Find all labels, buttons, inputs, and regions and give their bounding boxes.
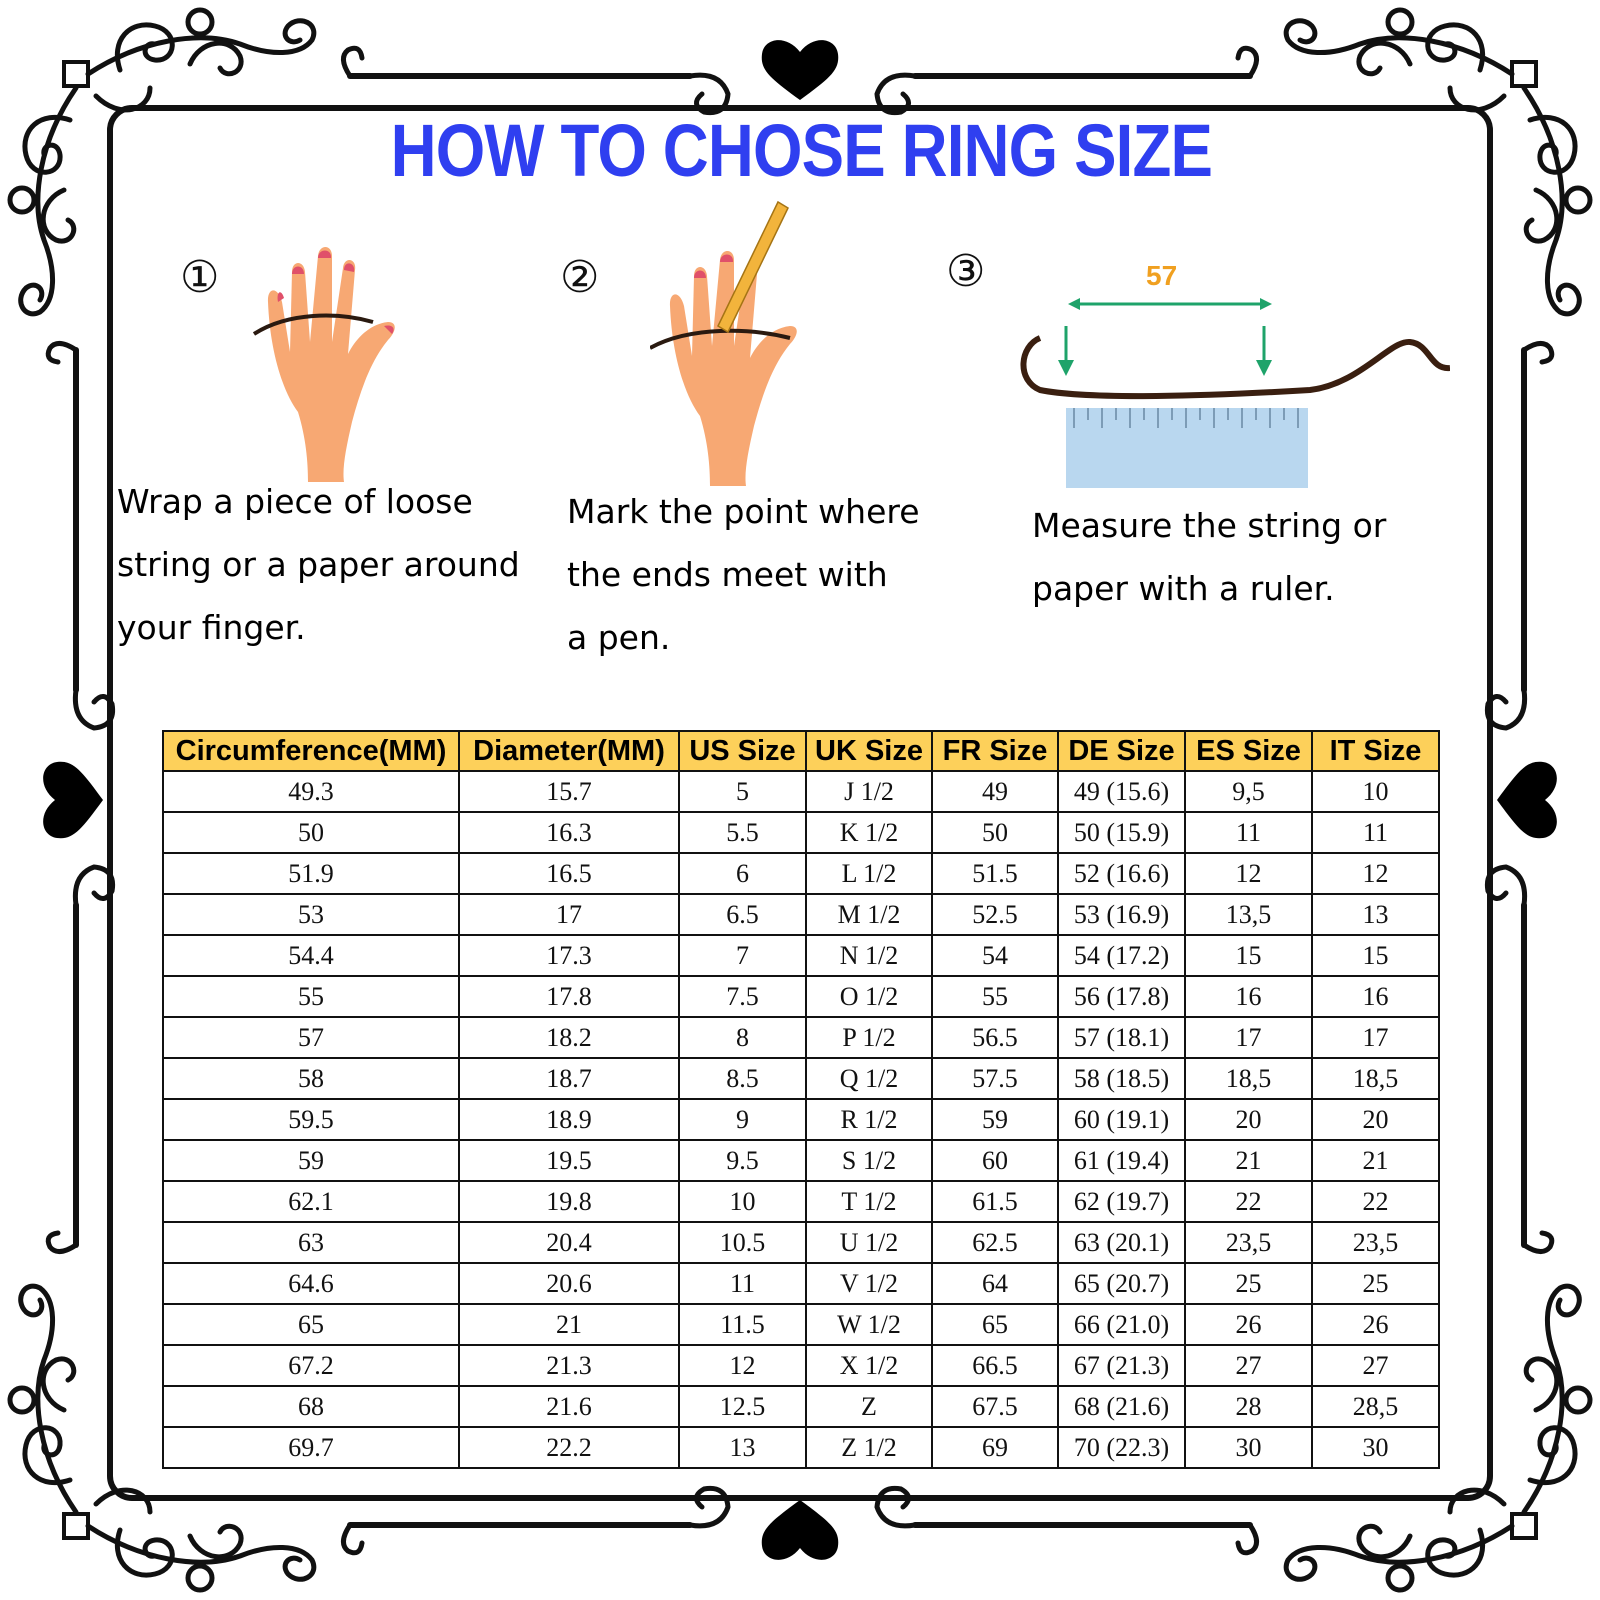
table-cell: 67 (21.3): [1058, 1345, 1185, 1386]
hand-wrap-illustration: [248, 242, 408, 492]
table-cell: 63: [163, 1222, 459, 1263]
table-cell: 30: [1185, 1427, 1312, 1468]
table-cell: 9: [679, 1099, 806, 1140]
table-cell: 67.5: [932, 1386, 1058, 1427]
header-diameter: Diameter(MM): [459, 731, 679, 771]
table-cell: 7.5: [679, 976, 806, 1017]
table-cell: O 1/2: [806, 976, 932, 1017]
table-cell: 11: [1185, 812, 1312, 853]
table-cell: 59: [163, 1140, 459, 1181]
ruler-measure-illustration: [1010, 260, 1450, 490]
table-cell: 50 (15.9): [1058, 812, 1185, 853]
table-cell: 28: [1185, 1386, 1312, 1427]
table-row: [163, 1058, 1439, 1099]
step-2-text: Mark the point where the ends meet with a pen.: [567, 492, 920, 657]
table-cell: 59: [932, 1099, 1058, 1140]
table-cell: 65: [932, 1304, 1058, 1345]
table-cell: T 1/2: [806, 1181, 932, 1222]
table-cell: 21: [1312, 1140, 1439, 1181]
table-row: [163, 771, 1439, 812]
table-cell: K 1/2: [806, 812, 932, 853]
table-cell: 20: [1185, 1099, 1312, 1140]
table-row: [163, 812, 1439, 853]
table-cell: 5.5: [679, 812, 806, 853]
table-cell: M 1/2: [806, 894, 932, 935]
table-cell: 25: [1312, 1263, 1439, 1304]
table-cell: 22.2: [459, 1427, 679, 1468]
table-cell: 16: [1185, 976, 1312, 1017]
table-row: [163, 1099, 1439, 1140]
table-cell: 63 (20.1): [1058, 1222, 1185, 1263]
table-cell: 64: [932, 1263, 1058, 1304]
table-cell: 11: [679, 1263, 806, 1304]
table-cell: 57 (18.1): [1058, 1017, 1185, 1058]
table-cell: V 1/2: [806, 1263, 932, 1304]
header-uk-size: UK Size: [806, 731, 932, 771]
hand-pen-illustration: [650, 196, 830, 496]
table-cell: 13: [1312, 894, 1439, 935]
table-cell: 58: [163, 1058, 459, 1099]
table-cell: R 1/2: [806, 1099, 932, 1140]
table-cell: 19.8: [459, 1181, 679, 1222]
header-us-size: US Size: [679, 731, 806, 771]
table-cell: 55: [163, 976, 459, 1017]
table-cell: 15.7: [459, 771, 679, 812]
table-cell: 12: [1185, 853, 1312, 894]
table-cell: 56 (17.8): [1058, 976, 1185, 1017]
table-cell: 17: [1185, 1017, 1312, 1058]
table-cell: 7: [679, 935, 806, 976]
table-cell: 62.5: [932, 1222, 1058, 1263]
table-row: [163, 1304, 1439, 1345]
table-cell: 23,5: [1312, 1222, 1439, 1263]
measure-label: 57: [1146, 260, 1178, 291]
table-cell: 21.3: [459, 1345, 679, 1386]
table-cell: U 1/2: [806, 1222, 932, 1263]
table-cell: 20.4: [459, 1222, 679, 1263]
table-cell: 16.5: [459, 853, 679, 894]
table-cell: P 1/2: [806, 1017, 932, 1058]
table-cell: 13: [679, 1427, 806, 1468]
table-cell: 50: [163, 812, 459, 853]
header-de-size: DE Size: [1058, 731, 1185, 771]
table-cell: Q 1/2: [806, 1058, 932, 1099]
table-row: [163, 1263, 1439, 1304]
table-cell: 50: [932, 812, 1058, 853]
table-cell: 12.5: [679, 1386, 806, 1427]
table-cell: 17: [1312, 1017, 1439, 1058]
table-cell: 9,5: [1185, 771, 1312, 812]
table-cell: 5: [679, 771, 806, 812]
table-cell: 62.1: [163, 1181, 459, 1222]
header-it-size: IT Size: [1312, 731, 1439, 771]
table-header-row: [163, 731, 1439, 771]
table-row: [163, 1427, 1439, 1468]
table-cell: 57: [163, 1017, 459, 1058]
table-cell: 21: [1185, 1140, 1312, 1181]
heart-icon: [1497, 762, 1557, 838]
table-cell: 23,5: [1185, 1222, 1312, 1263]
table-cell: 26: [1185, 1304, 1312, 1345]
table-row: [163, 976, 1439, 1017]
table-cell: 9.5: [679, 1140, 806, 1181]
ring-size-table: [162, 730, 1440, 1469]
table-cell: 51.9: [163, 853, 459, 894]
table-cell: 69.7: [163, 1427, 459, 1468]
table-cell: 21: [459, 1304, 679, 1345]
table-cell: 52.5: [932, 894, 1058, 935]
table-cell: 53: [163, 894, 459, 935]
table-cell: 15: [1312, 935, 1439, 976]
table-cell: 55: [932, 976, 1058, 1017]
table-cell: 12: [1312, 853, 1439, 894]
table-cell: 65 (20.7): [1058, 1263, 1185, 1304]
table-cell: 67.2: [163, 1345, 459, 1386]
step-1-number: ①: [180, 252, 220, 303]
table-cell: 68: [163, 1386, 459, 1427]
table-cell: 62 (19.7): [1058, 1181, 1185, 1222]
heart-icon: [762, 40, 838, 100]
table-cell: 26: [1312, 1304, 1439, 1345]
table-cell: N 1/2: [806, 935, 932, 976]
table-cell: 18.2: [459, 1017, 679, 1058]
table-cell: 8.5: [679, 1058, 806, 1099]
table-cell: 61 (19.4): [1058, 1140, 1185, 1181]
step-1-text: Wrap a piece of loose string or a paper around your finger.: [117, 482, 520, 647]
table-cell: 60: [932, 1140, 1058, 1181]
table-cell: 20.6: [459, 1263, 679, 1304]
table-cell: 58 (18.5): [1058, 1058, 1185, 1099]
table-cell: 12: [679, 1345, 806, 1386]
table-cell: Z 1/2: [806, 1427, 932, 1468]
table-cell: 59.5: [163, 1099, 459, 1140]
table-cell: 11.5: [679, 1304, 806, 1345]
heart-icon: [43, 762, 103, 838]
table-cell: 30: [1312, 1427, 1439, 1468]
table-cell: 70 (22.3): [1058, 1427, 1185, 1468]
table-row: [163, 1386, 1439, 1427]
table-cell: 25: [1185, 1263, 1312, 1304]
header-es-size: ES Size: [1185, 731, 1312, 771]
table-cell: 54 (17.2): [1058, 935, 1185, 976]
table-cell: 20: [1312, 1099, 1439, 1140]
table-cell: 15: [1185, 935, 1312, 976]
table-cell: 54.4: [163, 935, 459, 976]
table-cell: L 1/2: [806, 853, 932, 894]
table-body: [163, 771, 1439, 1468]
table-cell: 49: [932, 771, 1058, 812]
header-circumference: Circumference(MM): [163, 731, 459, 771]
table-cell: J 1/2: [806, 771, 932, 812]
table-cell: 8: [679, 1017, 806, 1058]
table-cell: 27: [1312, 1345, 1439, 1386]
table-cell: S 1/2: [806, 1140, 932, 1181]
table-cell: 66.5: [932, 1345, 1058, 1386]
table-row: [163, 1017, 1439, 1058]
heart-icon: [762, 1500, 838, 1560]
table-row: [163, 1345, 1439, 1386]
table-cell: 6.5: [679, 894, 806, 935]
table-cell: 53 (16.9): [1058, 894, 1185, 935]
step-2-number: ②: [560, 252, 600, 303]
table-cell: 10.5: [679, 1222, 806, 1263]
table-cell: 69: [932, 1427, 1058, 1468]
table-row: [163, 1181, 1439, 1222]
table-cell: 49.3: [163, 771, 459, 812]
header-fr-size: FR Size: [932, 731, 1058, 771]
table-row: [163, 935, 1439, 976]
table-cell: 6: [679, 853, 806, 894]
table-cell: 68 (21.6): [1058, 1386, 1185, 1427]
step-3-number: ③: [946, 246, 986, 297]
table-cell: 28,5: [1312, 1386, 1439, 1427]
table-cell: 11: [1312, 812, 1439, 853]
page-title: HOW TO CHOSE RING SIZE: [390, 109, 1213, 192]
table-cell: 10: [1312, 771, 1439, 812]
table-cell: 18.7: [459, 1058, 679, 1099]
table-cell: 17.3: [459, 935, 679, 976]
table-cell: 57.5: [932, 1058, 1058, 1099]
table-cell: 10: [679, 1181, 806, 1222]
table-cell: 16.3: [459, 812, 679, 853]
table-cell: 51.5: [932, 853, 1058, 894]
table-row: [163, 1222, 1439, 1263]
table-cell: 22: [1185, 1181, 1312, 1222]
table-cell: 54: [932, 935, 1058, 976]
table-cell: 49 (15.6): [1058, 771, 1185, 812]
table-row: [163, 894, 1439, 935]
table-row: [163, 1140, 1439, 1181]
table-cell: 16: [1312, 976, 1439, 1017]
table-cell: 19.5: [459, 1140, 679, 1181]
table-cell: 56.5: [932, 1017, 1058, 1058]
table-cell: 13,5: [1185, 894, 1312, 935]
table-cell: 18.9: [459, 1099, 679, 1140]
table-cell: 21.6: [459, 1386, 679, 1427]
table-cell: 52 (16.6): [1058, 853, 1185, 894]
table-row: [163, 853, 1439, 894]
table-cell: 17.8: [459, 976, 679, 1017]
table-cell: 17: [459, 894, 679, 935]
table-cell: 18,5: [1312, 1058, 1439, 1099]
table-cell: 22: [1312, 1181, 1439, 1222]
table-cell: Z: [806, 1386, 932, 1427]
table-cell: W 1/2: [806, 1304, 932, 1345]
table-cell: 64.6: [163, 1263, 459, 1304]
table-cell: 61.5: [932, 1181, 1058, 1222]
step-3-text: Measure the string or paper with a ruler.: [1032, 506, 1387, 608]
table-cell: 65: [163, 1304, 459, 1345]
table-cell: 60 (19.1): [1058, 1099, 1185, 1140]
table-cell: 18,5: [1185, 1058, 1312, 1099]
table-cell: 27: [1185, 1345, 1312, 1386]
table-cell: X 1/2: [806, 1345, 932, 1386]
table-cell: 66 (21.0): [1058, 1304, 1185, 1345]
